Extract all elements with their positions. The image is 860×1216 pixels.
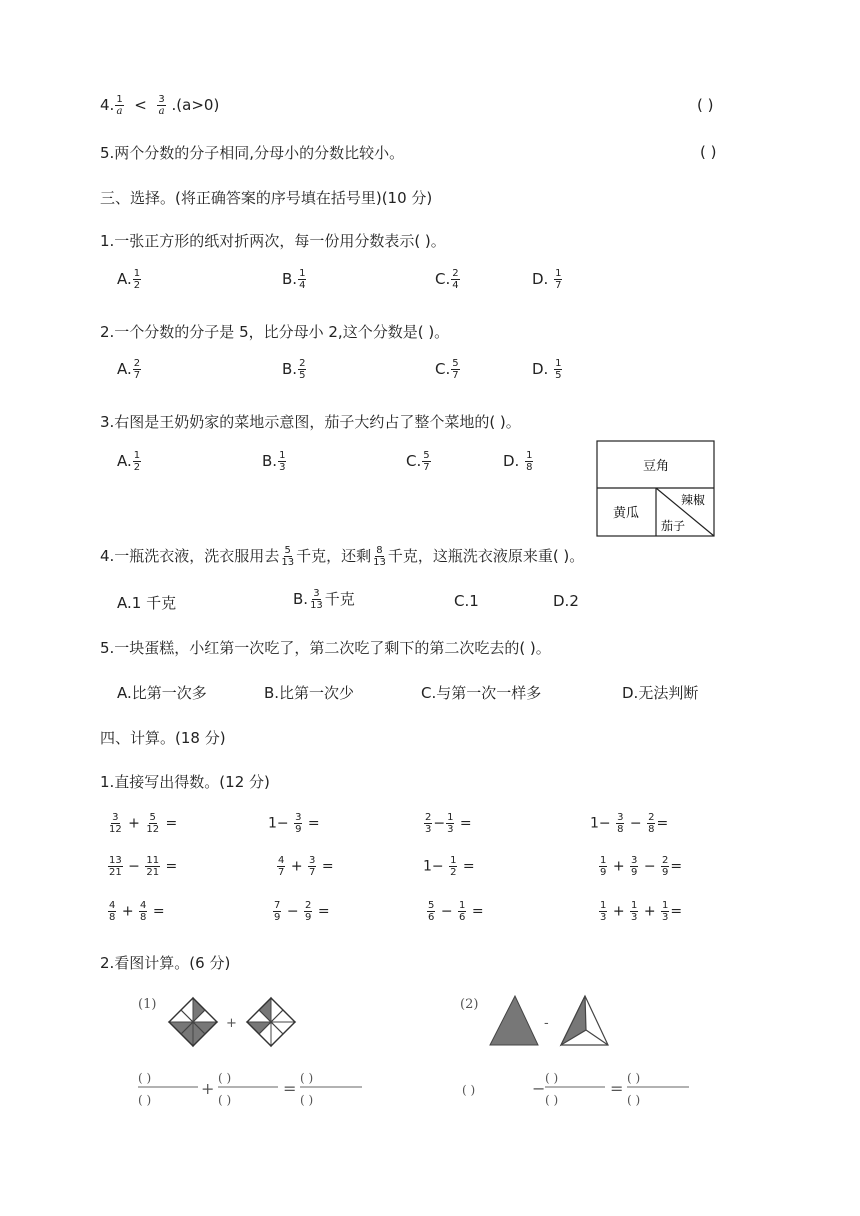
svg-text:+: + — [226, 1016, 237, 1031]
option-c[interactable]: C. $\frac{5}{7}$ — [406, 450, 430, 473]
answer-paren[interactable]: ( ) — [697, 96, 714, 114]
option-d[interactable]: D. $\frac{1}{7}$ — [532, 268, 562, 291]
option-a[interactable]: A. $\frac{1}{2}$ — [117, 268, 141, 291]
svg-text:(2): (2) — [460, 997, 479, 1012]
option-c[interactable]: C.与第一次一样多 — [421, 684, 542, 702]
calc-item: 1− $\frac{3}{9}$ = — [268, 812, 320, 835]
option-a[interactable]: A.1 千克 — [117, 594, 177, 612]
calc-item: 1− $\frac{1}{2}$ = — [423, 855, 475, 878]
option-b[interactable]: B. $\frac{1}{3}$ — [262, 450, 286, 473]
fraction: $\frac{1}{a}$ — [116, 94, 123, 117]
svg-text:( ): ( ) — [138, 1093, 152, 1107]
option-d[interactable]: D. $\frac{1}{5}$ — [532, 358, 562, 381]
calc-item: 1− $\frac{3}{8}$ − $\frac{2}{8}$ = — [590, 812, 669, 835]
option-c[interactable]: C.1 — [454, 592, 479, 610]
svg-text:( ): ( ) — [218, 1071, 232, 1085]
choice-q4: 4.一瓶洗衣液，洗衣服用去 $\frac{5}{13}$ 千克，还剩 $\frac{8}{13}$ 千克，这瓶洗衣液原来重( )。 — [100, 545, 585, 568]
svg-text:( ): ( ) — [627, 1093, 641, 1107]
option-a[interactable]: A. $\frac{1}{2}$ — [117, 450, 141, 473]
option-d[interactable]: D.2 — [553, 592, 579, 610]
svg-text:( ): ( ) — [300, 1093, 314, 1107]
option-a[interactable]: A.比第一次多 — [117, 684, 207, 702]
section-title-choice: 三、选择。(将正确答案的序号填在括号里)(10 分) — [100, 189, 433, 207]
garden-top-label: 豆角 — [642, 459, 670, 474]
svg-text:( ): ( ) — [545, 1071, 559, 1085]
garden-diagram — [596, 440, 716, 538]
calc-item: $\frac{5}{6}$ − $\frac{1}{6}$ = — [428, 900, 484, 923]
section-title-calc: 四、计算。(18 分) — [100, 729, 226, 747]
option-b[interactable]: B. $\frac{2}{5}$ — [282, 358, 306, 381]
figure-calc — [130, 990, 710, 1115]
svg-text:−: − — [532, 1079, 546, 1098]
option-d[interactable]: D. $\frac{1}{8}$ — [503, 450, 533, 473]
calc-item: $\frac{13}{21}$ − $\frac{11}{21}$ = — [109, 855, 178, 878]
option-b[interactable]: B. $\frac{1}{4}$ — [282, 268, 306, 291]
choice-q1: 1.一张正方形的纸对折两次，每一份用分数表示( )。 — [100, 232, 446, 250]
svg-text:(1): (1) — [138, 997, 157, 1012]
option-d[interactable]: D.无法判断 — [622, 684, 699, 702]
judge-q5: 5.两个分数的分子相同,分母小的分数比较小。 — [100, 144, 405, 162]
svg-text:( ): ( ) — [627, 1071, 641, 1085]
svg-text:=: = — [610, 1079, 624, 1098]
calc-item: $\frac{1}{3}$ + $\frac{1}{3}$ + $\frac{1}{3}$ = — [600, 900, 683, 923]
svg-text:=: = — [283, 1079, 297, 1098]
calc-sub2-title: 2.看图计算。(6 分) — [100, 954, 231, 972]
option-c[interactable]: C. $\frac{5}{7}$ — [435, 358, 459, 381]
calc-item: $\frac{3}{12}$ + $\frac{5}{12}$ = — [109, 812, 178, 835]
garden-right-top-label: 辣椒 — [680, 493, 706, 507]
calc-sub1-title: 1.直接写出得数。(12 分) — [100, 773, 270, 791]
svg-text:( ): ( ) — [218, 1093, 232, 1107]
option-a[interactable]: A. $\frac{2}{7}$ — [117, 358, 141, 381]
calc-item: $\frac{7}{9}$ − $\frac{2}{9}$ = — [274, 900, 330, 923]
option-c[interactable]: C. $\frac{2}{4}$ — [435, 268, 459, 291]
garden-right-bottom-label: 茄子 — [660, 519, 686, 533]
option-b[interactable]: B.比第一次少 — [264, 684, 355, 702]
choice-q5: 5.一块蛋糕，小红第一次吃了，第二次吃了剩下的第二次吃去的( )。 — [100, 639, 551, 657]
svg-text:( ): ( ) — [138, 1071, 152, 1085]
calc-item: $\frac{2}{3}$ − $\frac{1}{3}$ = — [425, 812, 472, 835]
svg-text:( ): ( ) — [545, 1093, 559, 1107]
svg-text:( ): ( ) — [462, 1083, 476, 1097]
fraction: $\frac{3}{a}$ — [158, 94, 165, 117]
garden-left-label: 黄瓜 — [612, 506, 640, 521]
judge-q4: 4. $\frac{1}{a}$ < $\frac{3}{a}$ .(a>0) — [100, 94, 220, 117]
answer-paren[interactable]: ( ) — [700, 143, 717, 161]
calc-item: $\frac{4}{8}$ + $\frac{4}{8}$ = — [109, 900, 165, 923]
calc-item: $\frac{1}{9}$ + $\frac{3}{9}$ − $\frac{2}{9}$ = — [600, 855, 683, 878]
svg-text:( ): ( ) — [300, 1071, 314, 1085]
choice-q2: 2.一个分数的分子是 5，比分母小 2,这个分数是( )。 — [100, 323, 450, 341]
svg-text:+: + — [201, 1079, 215, 1098]
svg-text:-: - — [544, 1016, 549, 1031]
option-b[interactable]: B. $\frac{3}{13}$ 千克 — [293, 588, 355, 611]
choice-q3: 3.右图是王奶奶家的菜地示意图，茄子大约占了整个菜地的( )。 — [100, 413, 521, 431]
calc-item: $\frac{4}{7}$ + $\frac{3}{7}$ = — [278, 855, 334, 878]
